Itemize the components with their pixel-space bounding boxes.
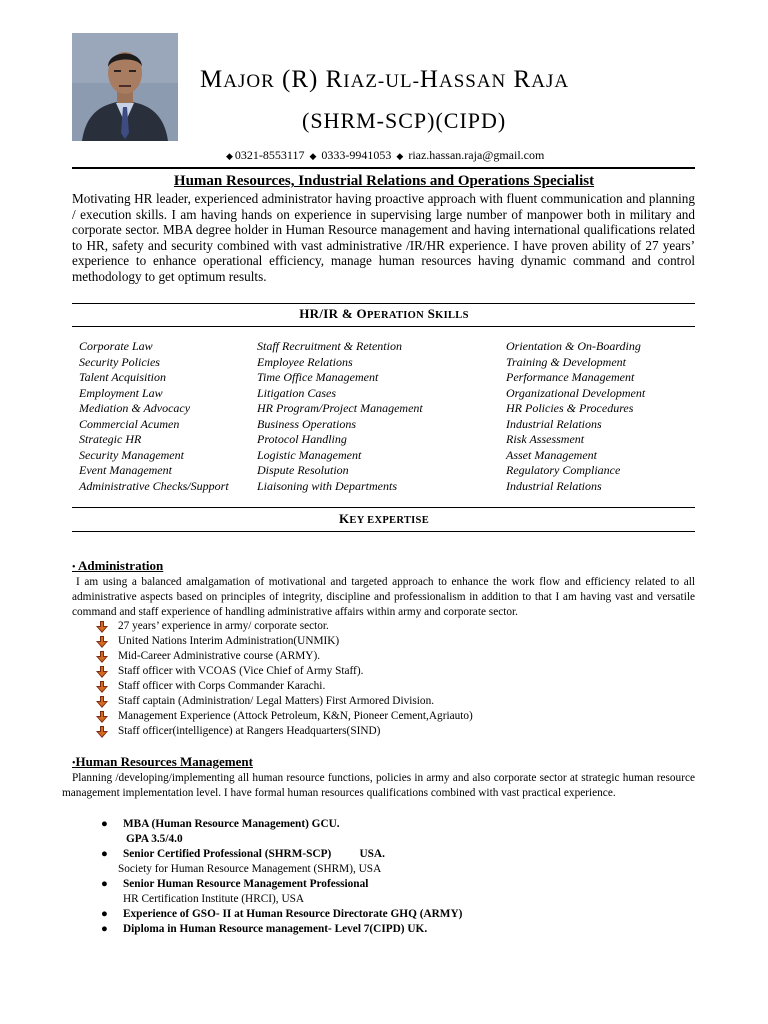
administration-heading: • Administration <box>72 558 164 573</box>
list-item-text: Management Experience (Attock Petroleum, K&N, Pioneer Cement,Agriauto) <box>118 710 473 722</box>
qualification-text: Senior Certified Professional (SHRM-SCP) USA. <box>123 848 385 860</box>
skill-item: Staff Recruitment & Retention <box>257 339 402 353</box>
arrow-down-icon <box>96 696 108 708</box>
bullet-icon: ● <box>101 818 108 830</box>
arrow-down-icon <box>96 636 108 648</box>
skill-item: Training & Development <box>506 354 626 369</box>
qualification-text: HR Certification Institute (HRCI), USA <box>123 893 305 905</box>
profile-photo <box>72 33 178 141</box>
list-item-text: United Nations Interim Administration(UNMIK) <box>118 635 340 647</box>
administration-list <box>96 619 473 739</box>
skills-heading: HR/IR & OPERATION SKILLS <box>299 306 469 321</box>
list-item <box>96 664 473 679</box>
skill-item: Event Management <box>79 463 172 477</box>
arrow-down-icon <box>96 621 108 633</box>
divider <box>72 303 695 304</box>
skill-item: Organizational Development <box>506 385 646 400</box>
skill-item: Litigation Cases <box>257 385 337 400</box>
skill-item: Employment Law <box>79 385 163 400</box>
skill-item: Strategic HR <box>79 432 142 446</box>
administration-paragraph: I am using a balanced amalgamation of motivational and targeted approach to enhance the work flow and efficiency related to all administrative aspects based on principles of integrity, discipline and professionalism in addition to that I am having vast and versatile command and staff experience of handling administrative affairs within army and corporate sector. <box>72 576 695 618</box>
skills-column-2 <box>257 339 423 494</box>
skill-item: Time Office Management <box>257 370 379 384</box>
skill-item: Performance Management <box>506 370 635 384</box>
skill-item: Corporate Law <box>79 339 153 353</box>
list-item-text: Staff officer(intelligence) at Rangers Headquarters(SIND) <box>118 725 381 737</box>
skill-item: Commercial Acumen <box>79 416 180 431</box>
divider <box>72 507 695 508</box>
qualification-text: GPA 3.5/4.0 <box>126 833 183 845</box>
list-item-text: Staff officer with Corps Commander Karachi. <box>118 680 326 692</box>
email-address[interactable]: riaz.hassan.raja@gmail.com <box>408 148 545 162</box>
hrm-paragraph: Planning /developing/implementing all human resource functions, policies in army and also corporate sector at strategic human resource management implementation level. I have formal human resources qualifications combined with vast practical experience. <box>62 772 695 799</box>
qualification-text: MBA (Human Resource Management) GCU. <box>123 818 340 830</box>
diamond-icon: ◆ <box>226 151 233 161</box>
divider <box>72 167 695 169</box>
hrm-heading: •Human Resources Management <box>72 754 253 769</box>
arrow-down-icon <box>96 711 108 723</box>
skill-item: Administrative Checks/Support <box>79 478 229 493</box>
divider <box>72 531 695 532</box>
list-item <box>96 634 473 649</box>
skill-item: Protocol Handling <box>257 432 347 446</box>
summary-paragraph: Motivating HR leader, experienced administrator having proactive approach with fluent communication and planning / execution skills. I am having hands on experience in supervising large number of manpower both in military and corporate sector. MBA degree holder in Human Resource management and having international qualifications related to HR, safety and security combined with vast administrative /IR/HR experience. I have proven ability of 27 years’ experience to enhance operational efficiency, manage human resources having dynamic command and control methodology to get optimum results. <box>72 191 695 284</box>
skill-item: Mediation & Advocacy <box>79 401 191 415</box>
list-item-text: Mid-Career Administrative course (ARMY). <box>118 650 321 662</box>
credentials: (SHRM-SCP)(CIPD) <box>302 108 507 133</box>
skill-item: HR Policies & Procedures <box>506 401 634 415</box>
bullet-icon: ● <box>101 923 108 935</box>
qualification-item <box>118 862 462 877</box>
arrow-down-icon <box>96 651 108 663</box>
list-item-text: Staff captain (Administration/ Legal Matters) First Armored Division. <box>118 695 435 707</box>
skill-item: Industrial Relations <box>506 478 602 493</box>
skill-item: Regulatory Compliance <box>506 463 621 477</box>
key-expertise-heading: KEY EXPERTISE <box>339 511 429 526</box>
qualification-item <box>123 892 462 907</box>
list-item-text: Staff officer with VCOAS (Vice Chief of Army Staff). <box>118 665 364 677</box>
diamond-icon: ◆ <box>309 151 317 161</box>
skill-item: Industrial Relations <box>506 416 602 431</box>
qualification-item <box>101 877 462 892</box>
skill-item: Orientation & On-Boarding <box>506 339 641 353</box>
arrow-down-icon <box>96 726 108 738</box>
arrow-down-icon <box>96 666 108 678</box>
list-item <box>96 679 473 694</box>
arrow-down-icon <box>96 681 108 693</box>
list-item <box>96 619 473 634</box>
qualification-item <box>101 922 462 937</box>
bullet-icon: ● <box>101 848 108 860</box>
candidate-name: MAJOR (R) RIAZ-UL-HASSAN RAJA <box>200 66 570 93</box>
skill-item: Asset Management <box>506 447 597 462</box>
diamond-icon: ◆ <box>396 151 404 161</box>
list-item <box>96 694 473 709</box>
phone-primary: 0321-8553117 <box>234 148 305 162</box>
skill-item: Business Operations <box>257 416 356 431</box>
qualification-text: Diploma in Human Resource management- Level 7(CIPD) UK. <box>123 923 428 935</box>
qualification-item <box>101 817 462 832</box>
skill-item: Security Policies <box>79 354 160 369</box>
qualification-item <box>101 847 462 862</box>
skill-item: Risk Assessment <box>506 432 585 446</box>
skill-item: Dispute Resolution <box>257 463 349 477</box>
skills-column-1 <box>79 339 229 494</box>
phone-secondary: 0333-9941053 <box>321 148 392 162</box>
hrm-qualifications-list <box>101 817 463 937</box>
list-item-text: 27 years’ experience in army/ corporate sector. <box>118 620 329 632</box>
divider <box>72 326 695 327</box>
skill-item: Talent Acquisition <box>79 370 167 384</box>
professional-headline: Human Resources, Industrial Relations and Operations Specialist <box>173 173 595 189</box>
skill-item: HR Program/Project Management <box>257 401 423 415</box>
contact-line <box>224 148 544 163</box>
list-item <box>96 709 473 724</box>
qualification-item <box>123 832 462 847</box>
list-item <box>96 649 473 664</box>
skill-item: Security Management <box>79 447 184 462</box>
qualification-text: Society for Human Resource Management (SHRM), USA <box>118 863 382 875</box>
skill-item: Logistic Management <box>257 447 362 462</box>
skill-item: Liaisoning with Departments <box>257 478 398 493</box>
skills-column-3 <box>506 339 645 494</box>
qualification-text: Senior Human Resource Management Professional <box>123 878 369 890</box>
qualification-text: Experience of GSO- II at Human Resource Directorate GHQ (ARMY) <box>123 908 463 920</box>
skill-item: Employee Relations <box>257 354 353 369</box>
list-item <box>96 724 473 739</box>
qualification-item <box>101 907 463 922</box>
bullet-icon: ● <box>101 878 108 890</box>
bullet-icon: ● <box>101 908 108 920</box>
